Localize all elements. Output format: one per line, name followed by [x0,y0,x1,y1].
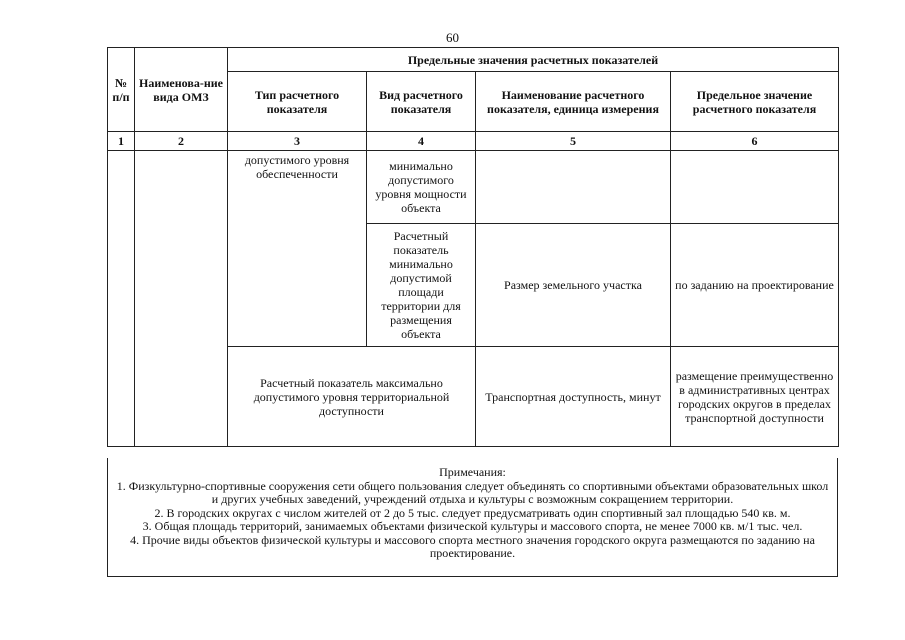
note-item: 2. В городских округах с числом жителей от 2 до 5 тыс. следует предусматривать один спортивный зал площадью 540 кв. м. [154,505,791,520]
cell-indicator-kind: Расчетный показатель минимально допустимой площади территории для размещения объекта [367,224,476,347]
column-number: 1 [108,132,135,151]
notes-block [107,458,838,577]
header-indicator-kind: Вид расчетного показателя [367,72,476,132]
note-item: 1. Физкультурно-спортивные сооружения сети общего пользования следует объединять со спортивными объектами образовательных школ и других учебных заведений, учреждений отдыха и культуры с возможным сокращением территории. [116,478,829,506]
indicators-table [107,47,839,447]
cell-indicator-kind: минимально допустимого уровня мощности объекта [367,151,476,224]
cell-empty [135,151,228,447]
cell-indicator-value: размещение преимущественно в административных центрах городских округов в пределах транспортной доступности [671,347,839,447]
notes-title: Примечания: [439,465,506,479]
header-indicator-limit: Предельное значение расчетного показателя [671,72,839,132]
cell-indicator-type: допустимого уровня обеспеченности [228,151,367,347]
header-group: Предельные значения расчетных показателей [228,48,839,72]
cell-indicator-type: Расчетный показатель максимально допустимого уровня территориальной доступности [228,347,476,447]
column-number: 5 [476,132,671,151]
header-indicator-name: Наименование расчетного показателя, единица измерения [476,72,671,132]
header-indicator-type: Тип расчетного показателя [228,72,367,132]
cell-empty [108,151,135,447]
cell-indicator-value: по заданию на проектирование [671,224,839,347]
header-omz-type: Наименова-ние вида ОМЗ [135,48,228,132]
column-number: 2 [135,132,228,151]
cell-indicator-name: Размер земельного участка [476,224,671,347]
column-number: 3 [228,132,367,151]
note-item: 3. Общая площадь территорий, занимаемых объектами физической культуры и массового спорта, не менее 7000 кв. м/1 тыс. чел. [142,519,803,533]
header-number: № п/п [108,48,135,132]
cell-empty [476,151,671,224]
note-item: 4. Прочие виды объектов физической культуры и массового спорта местного значения городского округа размещаются по заданию на проектирование. [130,532,815,560]
column-number: 6 [671,132,839,151]
cell-indicator-name: Транспортная доступность, минут [476,347,671,447]
cell-empty [671,151,839,224]
page-number: 60 [446,30,459,45]
column-number: 4 [367,132,476,151]
